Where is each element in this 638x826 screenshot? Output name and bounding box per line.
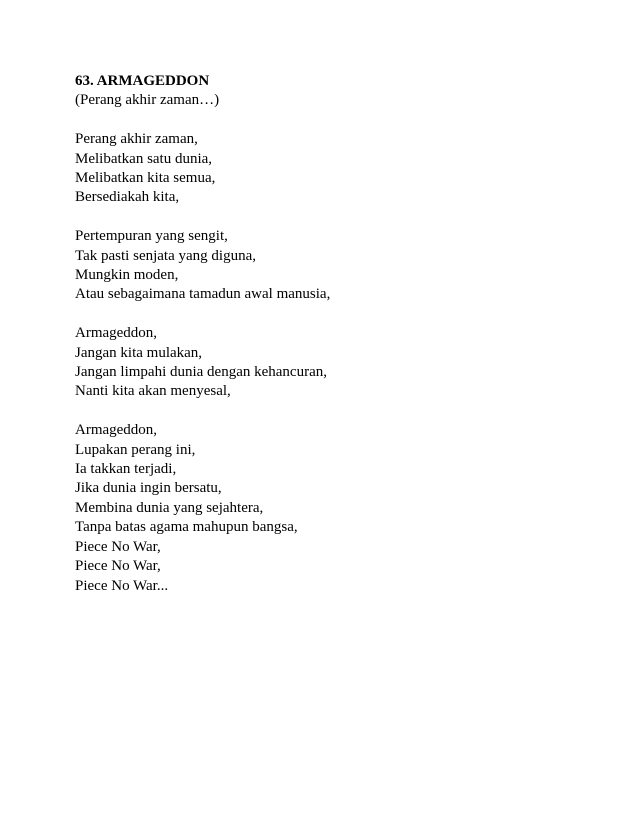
poem-line: Lupakan perang ini, [75,441,196,458]
document-page [75,72,595,596]
poem-line: Bersediakah kita, [75,189,180,206]
poem-line: Perang akhir zaman, [75,131,198,148]
poem-line: Tak pasti senjata yang diguna, [75,247,256,264]
stanza-4 [75,421,595,596]
poem-line: Ia takkan terjadi, [75,461,177,478]
poem-line: Piece No War... [75,577,169,594]
poem-line: Melibatkan satu dunia, [75,150,213,167]
poem-line: Jika dunia ingin bersatu, [75,480,222,497]
poem-line: Atau sebagaimana tamadun awal manusia, [75,286,331,303]
poem-line: Pertempuran yang sengit, [75,228,228,245]
poem-line: Armageddon, [75,422,158,439]
poem-line: Jangan limpahi dunia dengan kehancuran, [75,364,327,381]
stanza-3 [75,324,595,402]
poem-line: Nanti kita akan menyesal, [75,383,231,400]
poem-line: Melibatkan kita semua, [75,170,216,187]
poem-line: Piece No War, [75,538,161,555]
poem-line: Piece No War, [75,558,161,575]
poem-line: Armageddon, [75,325,158,342]
poem-subtitle: (Perang akhir zaman…) [75,92,220,109]
poem-title: 63. ARMAGEDDON [75,73,210,89]
stanza-2 [75,227,595,305]
poem-line: Jangan kita mulakan, [75,344,203,361]
poem-line: Mungkin moden, [75,267,179,284]
poem-line: Tanpa batas agama mahupun bangsa, [75,519,298,536]
poem-line: Membina dunia yang sejahtera, [75,499,264,516]
stanza-1 [75,130,595,208]
